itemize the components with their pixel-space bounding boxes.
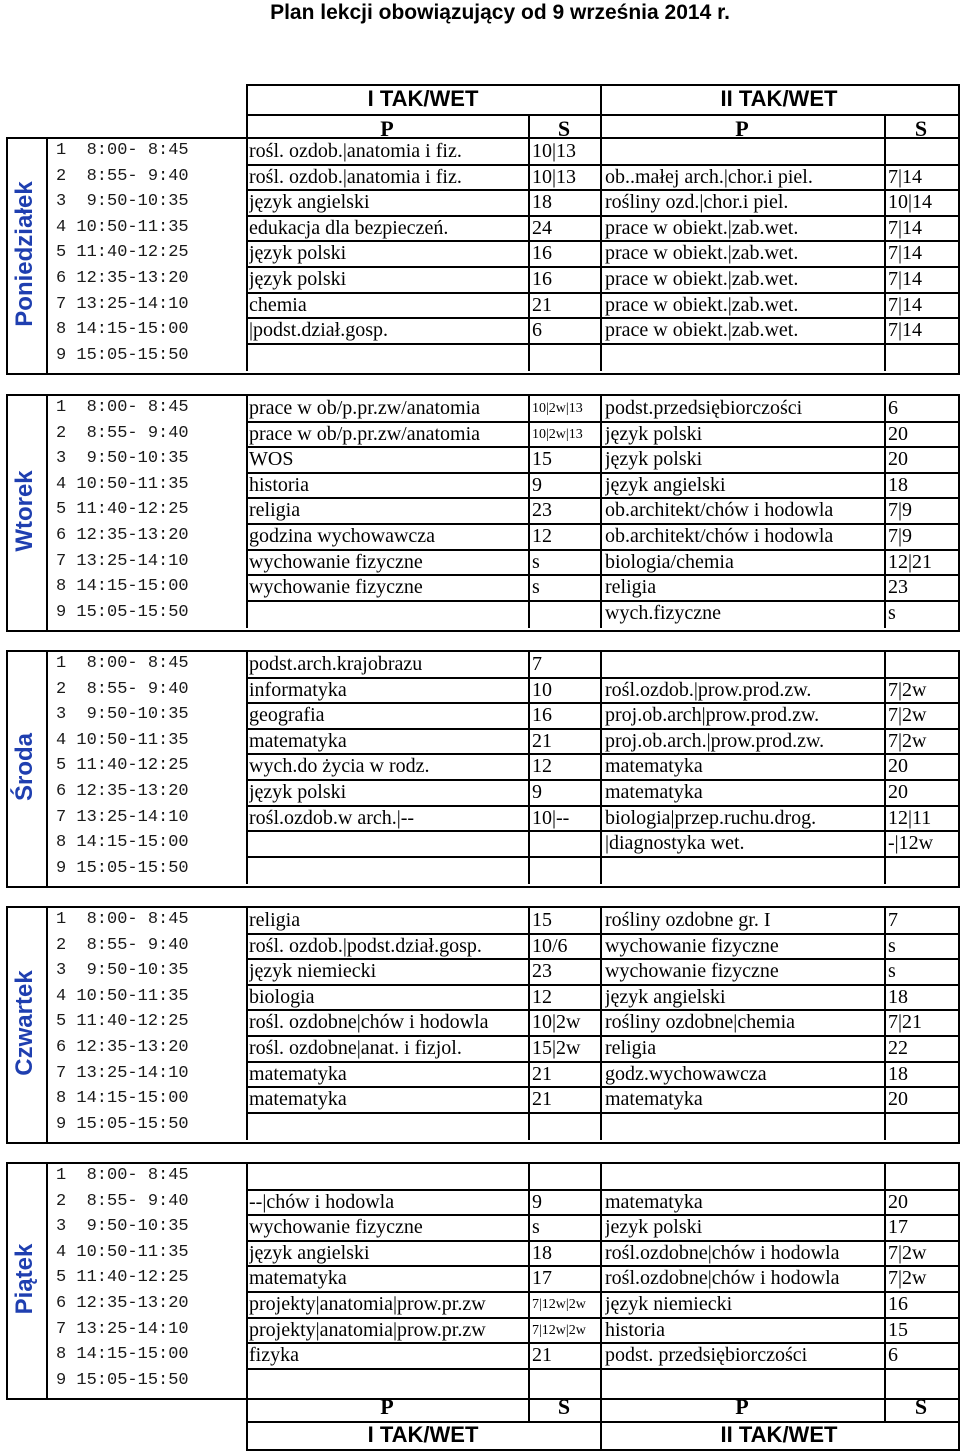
lesson-cell: 12 <box>532 755 552 778</box>
lesson-cell: proj.ob.arch|prow.prod.zw. <box>605 704 820 727</box>
lesson-cell: religia <box>605 1037 657 1059</box>
col-border-2 <box>600 906 602 1140</box>
lesson-cell: 21 <box>532 1344 552 1367</box>
lesson-cell: 21 <box>532 1088 552 1111</box>
lesson-cell: godz.wychowawcza <box>605 1062 767 1085</box>
footer-sub-header-4: S <box>914 1394 928 1419</box>
lesson-cell: 17 <box>888 1216 908 1239</box>
lesson-cell: język polski <box>605 422 703 445</box>
time-slot: 2 8:55- 9:40 <box>56 166 189 186</box>
lesson-cell: ob.architekt/chów i hodowla <box>605 525 834 547</box>
time-slot: 5 11:40-12:25 <box>56 243 189 263</box>
lesson-cell: język niemiecki <box>605 1293 733 1315</box>
lesson-cell: 20 <box>888 448 908 471</box>
day-left-border <box>6 1162 8 1398</box>
lesson-cell: s <box>532 576 540 599</box>
lesson-cell: 15 <box>532 448 552 471</box>
lesson-cell: 10/6 <box>532 934 568 957</box>
group-header-1: I TAK/WET <box>367 86 479 111</box>
lesson-cell: matematyka <box>249 1088 347 1111</box>
time-slot: 4 10:50-11:35 <box>56 1242 189 1262</box>
lesson-cell: matematyka <box>249 1267 347 1290</box>
day-slot-border <box>46 650 48 886</box>
time-slot: 8 14:15-15:00 <box>56 577 189 597</box>
sub-header-3: P <box>735 116 749 141</box>
time-slot: 1 8:00- 8:45 <box>56 654 189 673</box>
lesson-cell: prace w obiekt.|zab.wet. <box>605 268 799 290</box>
lesson-cell: 10 <box>532 678 552 701</box>
lesson-cell: 18 <box>532 1241 552 1264</box>
lesson-cell: 12 <box>532 525 552 547</box>
lesson-cell: matematyka <box>605 755 703 778</box>
day-slot-border <box>46 394 48 630</box>
lesson-cell: 10|2w|13 <box>532 401 583 416</box>
time-slot: 9 15:05-15:50 <box>56 858 189 878</box>
time-slot: 5 11:40-12:25 <box>56 756 189 776</box>
lesson-cell: podst.arch.krajobrazu <box>249 653 423 675</box>
sub-header-2: S <box>557 116 571 141</box>
lesson-cell: fizyka <box>249 1344 299 1367</box>
time-slot: 1 8:00- 8:45 <box>56 910 189 929</box>
time-slot: 1 8:00- 8:45 <box>56 398 189 417</box>
lesson-cell: rośl. ozdob.|podst.dział.gosp. <box>249 934 482 957</box>
lesson-cell: 18 <box>888 473 908 496</box>
lesson-cell: 10|13 <box>532 165 577 188</box>
lesson-cell: 7|9 <box>888 499 913 522</box>
lesson-cell: język angielski <box>249 191 370 214</box>
col-border-2 <box>600 650 602 884</box>
lesson-cell: prace w ob/p.pr.zw/anatomia <box>249 422 481 445</box>
lesson-cell: geografia <box>249 704 325 727</box>
lesson-cell: 10|13 <box>532 140 577 162</box>
time-slot: 7 13:25-14:10 <box>56 1319 189 1339</box>
time-slot: 4 10:50-11:35 <box>56 217 189 237</box>
lesson-cell: 20 <box>888 1088 908 1111</box>
day-label: Czwartek <box>11 970 39 1076</box>
lesson-cell: projekty|anatomia|prow.pr.zw <box>249 1293 486 1315</box>
footer-bottom-border <box>246 1449 960 1451</box>
lesson-cell: rośl. ozdob.|anatomia i fiz. <box>249 165 462 188</box>
lesson-cell: 7|2w <box>888 1267 927 1290</box>
lesson-cell: ob.architekt/chów i hodowla <box>605 499 834 522</box>
lesson-cell: religia <box>249 909 301 931</box>
lesson-cell: 7|21 <box>888 1011 923 1034</box>
lesson-cell: rośl.ozdobne|chów i hodowla <box>605 1267 840 1290</box>
lesson-cell: 9 <box>532 473 542 496</box>
lesson-cell: 7|14 <box>888 216 923 239</box>
lesson-cell: 22 <box>888 1037 908 1059</box>
time-slot: 1 8:00- 8:45 <box>56 1166 189 1185</box>
time-slot: 4 10:50-11:35 <box>56 474 189 494</box>
day-slot-border <box>46 906 48 1142</box>
lesson-cell: wych.fizyczne <box>605 601 722 624</box>
lesson-cell: 9 <box>532 781 542 803</box>
time-slot: 3 9:50-10:35 <box>56 192 189 212</box>
time-slot: 5 11:40-12:25 <box>56 1012 189 1032</box>
time-slot: 9 15:05-15:50 <box>56 602 189 622</box>
time-slot: 9 15:05-15:50 <box>56 1114 189 1134</box>
lesson-cell: matematyka <box>249 729 347 752</box>
sub-header-4: S <box>914 116 928 141</box>
lesson-cell: rośl.ozdob.|prow.prod.zw. <box>605 678 812 701</box>
footer-group-1: I TAK/WET <box>367 1422 479 1447</box>
day-label: Wtorek <box>11 470 39 552</box>
lesson-cell: podst. przedsiębiorczości <box>605 1344 808 1367</box>
lesson-cell: biologia/chemia <box>605 550 734 573</box>
lesson-cell: matematyka <box>605 781 703 803</box>
lesson-cell: 7|14 <box>888 268 923 290</box>
lesson-cell: 7|14 <box>888 293 923 316</box>
lesson-cell: wych.do życia w rodz. <box>249 755 430 778</box>
day-table-left <box>246 137 248 371</box>
lesson-cell: s <box>888 960 896 983</box>
lesson-cell: język angielski <box>605 473 726 496</box>
lesson-cell: 7|12w|2w <box>532 1297 586 1312</box>
lesson-cell: 20 <box>888 1190 908 1213</box>
lesson-cell: 10|2w <box>532 1011 581 1034</box>
lesson-cell: rośl.ozdobne|chów i hodowla <box>605 1241 840 1264</box>
lesson-cell: 15 <box>888 1318 908 1341</box>
lesson-cell: matematyka <box>605 1190 703 1213</box>
time-slot: 8 14:15-15:00 <box>56 1345 189 1365</box>
time-slot: 2 8:55- 9:40 <box>56 423 189 443</box>
footer-sub-header-2: S <box>557 1394 571 1419</box>
time-slot: 1 8:00- 8:45 <box>56 141 189 160</box>
lesson-cell: język angielski <box>249 1241 370 1264</box>
group-header-2: II TAK/WET <box>720 86 838 111</box>
time-slot: 4 10:50-11:35 <box>56 730 189 750</box>
lesson-cell: rośl.ozdob.w arch.|-- <box>249 806 415 829</box>
lesson-cell: 23 <box>532 960 552 983</box>
lesson-cell: 7|2w <box>888 704 927 727</box>
lesson-cell: prace w obiekt.|zab.wet. <box>605 293 799 316</box>
lesson-cell: język niemiecki <box>249 960 377 983</box>
lesson-cell: 7|2w <box>888 678 927 701</box>
lesson-cell: rośliny ozdobne gr. I <box>605 909 771 931</box>
time-slot: 3 9:50-10:35 <box>56 961 189 981</box>
lesson-cell: język polski <box>249 781 347 803</box>
time-slot: 5 11:40-12:25 <box>56 500 189 520</box>
footer-sub-header-1: P <box>380 1394 394 1419</box>
lesson-cell: 7|14 <box>888 319 923 342</box>
lesson-cell: prace w obiekt.|zab.wet. <box>605 242 799 265</box>
lesson-cell: 16 <box>888 1293 908 1315</box>
lesson-cell: 7|2w <box>888 1241 927 1264</box>
lesson-cell: 23 <box>532 499 552 522</box>
lesson-cell: 7|14 <box>888 165 923 188</box>
lesson-cell: 6 <box>888 397 898 419</box>
lesson-cell: 23 <box>888 576 908 599</box>
footer-sub-header-3: P <box>735 1394 749 1419</box>
lesson-cell: wychowanie fizyczne <box>249 576 423 599</box>
lesson-cell: 21 <box>532 293 552 316</box>
lesson-cell: język angielski <box>605 985 726 1008</box>
lesson-cell: podst.przedsiębiorczości <box>605 397 803 419</box>
lesson-cell: rośliny ozd.|chor.i piel. <box>605 191 789 214</box>
lesson-cell: rośl. ozdobne|anat. i fizjol. <box>249 1037 462 1059</box>
time-slot: 8 14:15-15:00 <box>56 1089 189 1109</box>
lesson-cell: proj.ob.arch.|prow.prod.zw. <box>605 729 825 752</box>
lesson-cell: 6 <box>532 319 542 342</box>
lesson-cell: matematyka <box>605 1088 703 1111</box>
day-left-border <box>6 394 8 630</box>
time-slot: 8 14:15-15:00 <box>56 833 189 853</box>
lesson-cell: -|12w <box>888 832 934 855</box>
lesson-cell: godzina wychowawcza <box>249 525 436 547</box>
lesson-cell: 21 <box>532 1062 552 1085</box>
lesson-cell: wychowanie fizyczne <box>249 550 423 573</box>
time-slot: 6 12:35-13:20 <box>56 1038 189 1057</box>
lesson-cell: historia <box>605 1318 665 1341</box>
lesson-cell: prace w obiekt.|zab.wet. <box>605 319 799 342</box>
lesson-cell: 20 <box>888 781 908 803</box>
time-slot: 7 13:25-14:10 <box>56 1063 189 1083</box>
day-slot-border <box>46 137 48 373</box>
lesson-cell: wychowanie fizyczne <box>605 960 779 983</box>
lesson-cell: WOS <box>249 448 294 471</box>
time-slot: 6 12:35-13:20 <box>56 782 189 801</box>
lesson-cell: wychowanie fizyczne <box>605 934 779 957</box>
lesson-cell: 12 <box>532 985 552 1008</box>
page-title: Plan lekcji obowiązujący od 9 września 2014 r. <box>270 1 730 24</box>
time-slot: 7 13:25-14:10 <box>56 294 189 314</box>
lesson-cell: |diagnostyka wet. <box>605 832 745 855</box>
lesson-cell: język polski <box>605 448 703 471</box>
lesson-cell: wychowanie fizyczne <box>249 1216 423 1239</box>
day-left-border <box>6 650 8 886</box>
lesson-cell: 18 <box>532 191 552 214</box>
lesson-cell: chemia <box>249 293 307 316</box>
time-slot: 2 8:55- 9:40 <box>56 679 189 699</box>
day-label: Piątek <box>11 1243 39 1315</box>
lesson-cell: biologia <box>249 985 315 1008</box>
lesson-cell: edukacja dla bezpieczeń. <box>249 216 449 239</box>
lesson-cell: 7|9 <box>888 525 913 547</box>
lesson-cell: 7 <box>888 909 898 931</box>
lesson-cell: s <box>888 601 896 624</box>
lesson-cell: 18 <box>888 985 908 1008</box>
time-slot: 5 11:40-12:25 <box>56 1268 189 1288</box>
lesson-cell: 12|21 <box>888 550 933 573</box>
time-slot: 7 13:25-14:10 <box>56 551 189 571</box>
lesson-cell: rośl. ozdobne|chów i hodowla <box>249 1011 489 1034</box>
lesson-cell: prace w obiekt.|zab.wet. <box>605 216 799 239</box>
lesson-cell: język polski <box>249 268 347 290</box>
lesson-cell: 10|-- <box>532 806 570 829</box>
lesson-cell: 10|2w|13 <box>532 426 583 442</box>
day-table-left <box>246 650 248 884</box>
lesson-cell: jezyk polski <box>605 1216 703 1239</box>
lesson-cell: 12|11 <box>888 806 932 829</box>
sub-header-1: P <box>380 116 394 141</box>
time-slot: 2 8:55- 9:40 <box>56 1191 189 1211</box>
lesson-cell: s <box>532 550 540 573</box>
time-slot: 9 15:05-15:50 <box>56 1370 189 1390</box>
day-label: Środa <box>11 733 39 802</box>
lesson-cell: 7|12w|2w <box>532 1322 586 1338</box>
lesson-cell: 9 <box>532 1190 542 1213</box>
day-left-border <box>6 137 8 373</box>
lesson-cell: 16 <box>532 704 552 727</box>
col-border-2 <box>600 394 602 628</box>
lesson-cell: rośliny ozdobne|chemia <box>605 1011 796 1034</box>
time-slot: 3 9:50-10:35 <box>56 705 189 725</box>
lesson-cell: 18 <box>888 1062 908 1085</box>
time-slot: 8 14:15-15:00 <box>56 320 189 340</box>
lesson-cell: 17 <box>532 1267 552 1290</box>
lesson-cell: s <box>532 1216 540 1239</box>
lesson-cell: religia <box>249 499 301 522</box>
lesson-cell: 20 <box>888 422 908 445</box>
lesson-cell: --|chów i hodowla <box>249 1190 395 1213</box>
time-slot: 6 12:35-13:20 <box>56 1294 189 1313</box>
lesson-cell: 15|2w <box>532 1037 581 1059</box>
day-slot-border <box>46 1162 48 1398</box>
col-border-2 <box>600 137 602 371</box>
lesson-cell: język polski <box>249 242 347 265</box>
time-slot: 2 8:55- 9:40 <box>56 935 189 955</box>
lesson-cell: 7|14 <box>888 242 923 265</box>
day-table-left <box>246 906 248 1140</box>
lesson-cell: 24 <box>532 216 552 239</box>
time-slot: 6 12:35-13:20 <box>56 526 189 545</box>
day-table-left <box>246 1162 248 1396</box>
lesson-cell: projekty|anatomia|prow.pr.zw <box>249 1318 486 1341</box>
time-slot: 4 10:50-11:35 <box>56 986 189 1006</box>
lesson-cell: 20 <box>888 755 908 778</box>
lesson-cell: religia <box>605 576 657 599</box>
lesson-cell: 10|14 <box>888 191 933 214</box>
time-slot: 7 13:25-14:10 <box>56 807 189 827</box>
lesson-cell: 7 <box>532 653 542 675</box>
lesson-cell: s <box>888 934 896 957</box>
lesson-cell: matematyka <box>249 1062 347 1085</box>
lesson-cell: 6 <box>888 1344 898 1367</box>
lesson-cell: 21 <box>532 729 552 752</box>
time-slot: 3 9:50-10:35 <box>56 449 189 469</box>
lesson-cell: historia <box>249 473 309 496</box>
lesson-cell: 16 <box>532 242 552 265</box>
lesson-cell: 7|2w <box>888 729 927 752</box>
lesson-cell: prace w ob/p.pr.zw/anatomia <box>249 397 481 419</box>
time-slot: 6 12:35-13:20 <box>56 269 189 288</box>
lesson-cell: |podst.dział.gosp. <box>249 319 388 342</box>
lesson-cell: 16 <box>532 268 552 290</box>
day-label: Poniedziałek <box>11 181 39 327</box>
time-slot: 9 15:05-15:50 <box>56 345 189 365</box>
lesson-cell: rośl. ozdob.|anatomia i fiz. <box>249 140 462 162</box>
lesson-cell: 15 <box>532 909 552 931</box>
lesson-cell: biologia|przep.ruchu.drog. <box>605 806 817 829</box>
day-left-border <box>6 906 8 1142</box>
lesson-cell: informatyka <box>249 678 347 701</box>
lesson-cell: ob..małej arch.|chor.i piel. <box>605 165 813 188</box>
time-slot: 3 9:50-10:35 <box>56 1217 189 1237</box>
footer-group-2: II TAK/WET <box>720 1422 838 1447</box>
col-border-2 <box>600 1162 602 1396</box>
day-table-left <box>246 394 248 628</box>
